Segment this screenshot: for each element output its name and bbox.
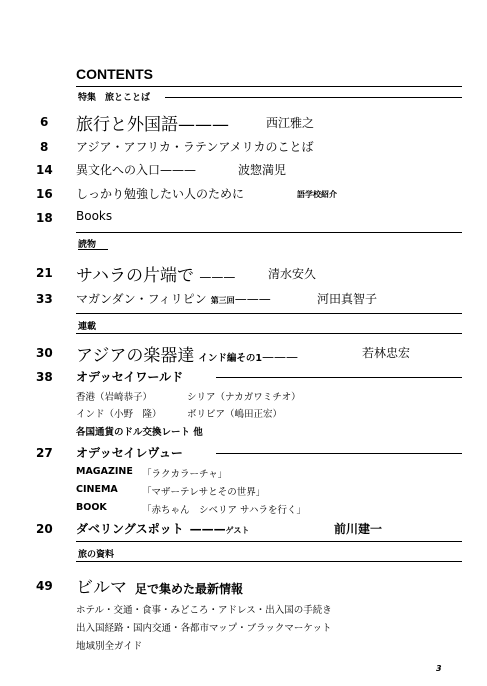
- entry-rule: [216, 377, 462, 378]
- page-number: 18: [36, 211, 53, 225]
- entry-title[interactable]: ビルマ 足で集めた最新情報: [76, 578, 244, 598]
- review-title: 「ラクカラーチャ」: [142, 469, 228, 480]
- page-number: 20: [36, 522, 53, 536]
- page-number: 38: [36, 370, 53, 384]
- section-label-tokushu: 特集 旅とことば: [78, 93, 151, 103]
- entry-title[interactable]: 異文化への入口———: [76, 163, 197, 177]
- entry-author: 前川建一: [334, 522, 383, 536]
- section-label-rensai: 連載: [78, 322, 97, 332]
- contents-title: CONTENTS: [76, 66, 153, 82]
- entry-title[interactable]: アジアの楽器達 インド編その1———: [76, 346, 298, 366]
- section-label-shiryo: 旅の資料: [78, 550, 115, 560]
- entry-title[interactable]: ダベリングスポット ———ゲスト: [76, 522, 250, 536]
- list-item: ボリビア（嶋田正宏）: [187, 409, 283, 420]
- page-number: 8: [40, 140, 49, 154]
- title-rule: [76, 86, 462, 87]
- page-number: 6: [40, 115, 49, 129]
- entry-title[interactable]: 旅行と外国語———: [76, 115, 229, 135]
- list-item: 出入国経路・国内交通・各都市マップ・ブラックマーケット: [76, 623, 332, 634]
- entry-author: 河田真智子: [317, 292, 378, 306]
- folio: 3: [436, 664, 442, 673]
- entry-author: 若林忠宏: [362, 346, 411, 360]
- entry-title[interactable]: Books: [76, 209, 113, 223]
- list-item: インド（小野 隆）: [76, 409, 162, 420]
- page-number: 27: [36, 446, 53, 460]
- review-title: 「赤ちゃん シベリア サハラを行く」: [142, 505, 306, 516]
- page-number: 33: [36, 292, 53, 306]
- page-number: 21: [36, 266, 53, 280]
- section-rule: [76, 333, 462, 334]
- entry-title[interactable]: オデッセイワールド: [76, 370, 184, 384]
- entry-title[interactable]: オデッセイレヴュー: [76, 446, 183, 460]
- entry-author: 波惣満児: [238, 163, 287, 177]
- entry-author: 清水安久: [268, 267, 317, 281]
- list-item: ホテル・交通・食事・みどころ・アドレス・出入国の手続き: [76, 605, 332, 616]
- entry-rule: [216, 453, 462, 454]
- section-rule: [76, 541, 462, 542]
- label-underline: [78, 249, 108, 250]
- entry-title[interactable]: サハラの片端で ———: [76, 266, 236, 286]
- review-category: CINEMA: [76, 484, 118, 495]
- section-rule: [76, 561, 462, 562]
- list-item: 地域別全ガイド: [76, 641, 143, 652]
- entry-title[interactable]: しっかり勉強したい人のために: [76, 187, 245, 201]
- section-rule: [76, 232, 462, 233]
- page-number: 16: [36, 187, 53, 201]
- page-number: 30: [36, 346, 53, 360]
- entry-note: 語学校紹介: [297, 190, 337, 199]
- list-item: 香港（岩崎恭子）: [76, 392, 153, 403]
- section-rule: [76, 313, 462, 314]
- entry-title[interactable]: アジア・アフリカ・ラテンアメリカのことば: [76, 140, 314, 154]
- page-number: 49: [36, 579, 53, 593]
- page-number: 14: [36, 163, 53, 177]
- section-rule: [165, 97, 462, 98]
- entry-author: 西江雅之: [266, 116, 315, 130]
- section-label-yomimono: 読物: [78, 240, 97, 250]
- review-category: MAGAZINE: [76, 466, 133, 477]
- review-category: BOOK: [76, 502, 107, 513]
- review-title: 「マザーテレサとその世界」: [142, 487, 266, 498]
- list-item: シリア（ナカガワミチオ）: [187, 392, 301, 403]
- entry-title[interactable]: マガンダン・フィリピン 第三回———: [76, 292, 271, 306]
- list-item: 各国通貨のドル交換レート 他: [76, 427, 203, 438]
